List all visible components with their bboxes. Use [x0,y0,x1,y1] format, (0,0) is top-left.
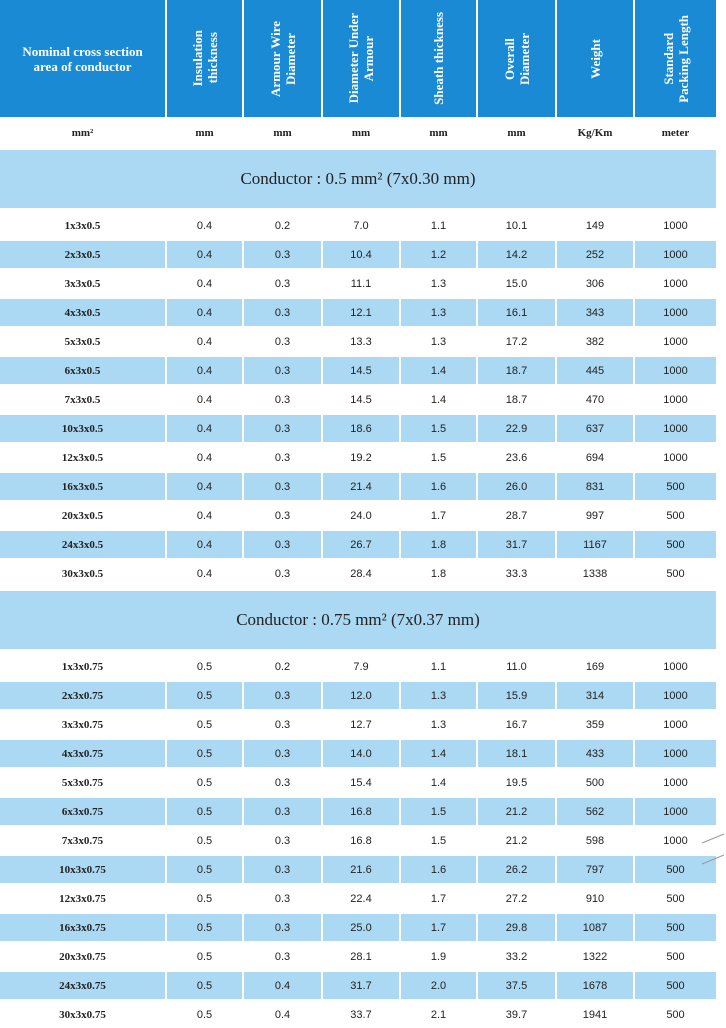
cell-packing-length: 1000 [663,219,688,232]
cell-overall-diameter: 29.8 [478,914,555,941]
cell-weight: 382 [585,335,605,348]
cell-packing-length: 500 [635,856,716,883]
header-packing-length [635,0,716,117]
row-label: 30x3x0.5 [61,567,104,580]
cell-overall-diameter: 11.0 [506,660,527,673]
cell-packing-length: 500 [666,950,685,963]
row-label: 1x3x0.75 [61,660,104,673]
cell-armour-wire-diameter: 0.3 [244,914,321,941]
cell-armour-wire-diameter: 0.3 [244,798,321,825]
unit-overall-diameter: mm [507,126,526,139]
cell-packing-length: 1000 [663,393,688,406]
cell-overall-diameter: 22.9 [478,415,555,442]
cell-weight: 470 [585,393,605,406]
cell-diameter-under-armour: 16.8 [350,834,372,847]
cell-insulation-thickness: 0.5 [196,950,213,963]
header-label: Insulation thickness [189,30,220,87]
cell-packing-length: 1000 [663,834,688,847]
cell-insulation-thickness: 0.4 [167,531,242,558]
cell-diameter-under-armour: 10.4 [323,241,399,268]
cell-overall-diameter: 15.0 [505,277,528,290]
row-label: 20x3x0.75 [59,950,106,963]
cell-sheath-thickness: 1.3 [430,718,447,731]
cell-overall-diameter: 15.9 [478,682,555,709]
cell-sheath-thickness: 2.0 [401,972,476,999]
cell-weight: 343 [557,299,633,326]
row-label: 10x3x0.5 [0,415,165,442]
cell-insulation-thickness: 0.4 [196,277,213,290]
cell-overall-diameter: 18.7 [478,357,555,384]
cell-armour-wire-diameter: 0.3 [244,856,321,883]
row-label: 7x3x0.5 [64,393,101,406]
cell-armour-wire-diameter: 0.3 [274,509,291,522]
cell-diameter-under-armour: 24.0 [350,509,372,522]
row-label: 12x3x0.5 [61,451,104,464]
cell-sheath-thickness: 1.5 [430,451,447,464]
cell-sheath-thickness: 1.6 [401,473,476,500]
unit-insulation-thickness: mm [195,126,214,139]
row-label: 24x3x0.5 [0,531,165,558]
cell-overall-diameter: 27.2 [505,892,528,905]
row-label: 5x3x0.75 [61,776,104,789]
cell-weight: 598 [585,834,605,847]
cell-overall-diameter: 21.2 [505,834,528,847]
cell-insulation-thickness: 0.4 [196,219,213,232]
row-label: 12x3x0.75 [59,892,106,905]
cell-armour-wire-diameter: 0.4 [274,1008,291,1021]
cell-armour-wire-diameter: 0.3 [274,335,291,348]
cell-overall-diameter: 18.1 [478,740,555,767]
cell-insulation-thickness: 0.5 [196,718,213,731]
cell-insulation-thickness: 0.4 [167,241,242,268]
cell-packing-length: 1000 [635,798,716,825]
cell-insulation-thickness: 0.4 [167,473,242,500]
row-label: 16x3x0.5 [0,473,165,500]
cell-diameter-under-armour: 28.1 [350,950,372,963]
row-label: 5x3x0.5 [64,335,101,348]
cell-diameter-under-armour: 12.1 [323,299,399,326]
cell-weight: 797 [557,856,633,883]
cell-sheath-thickness: 1.5 [401,415,476,442]
cell-insulation-thickness: 0.5 [167,972,242,999]
cell-overall-diameter: 33.2 [505,950,528,963]
cell-packing-length: 1000 [663,776,688,789]
cell-overall-diameter: 23.6 [505,451,528,464]
cell-insulation-thickness: 0.4 [167,299,242,326]
cell-packing-length: 500 [635,531,716,558]
cell-sheath-thickness: 1.4 [401,357,476,384]
cell-insulation-thickness: 0.5 [196,660,213,673]
cell-sheath-thickness: 1.5 [401,798,476,825]
cell-weight: 306 [585,277,605,290]
cell-packing-length: 1000 [663,451,688,464]
cell-sheath-thickness: 1.9 [430,950,447,963]
cell-sheath-thickness: 1.6 [401,856,476,883]
cell-armour-wire-diameter: 0.3 [244,299,321,326]
header-label: Nominal cross section area of conductor [22,43,143,74]
cell-overall-diameter: 17.2 [505,335,528,348]
cell-diameter-under-armour: 18.6 [323,415,399,442]
row-label: 10x3x0.75 [0,856,165,883]
edge-mark [702,834,724,843]
header-sheath-thickness [401,0,476,117]
cell-diameter-under-armour: 7.9 [353,660,369,673]
cell-sheath-thickness: 1.3 [401,682,476,709]
cell-insulation-thickness: 0.4 [167,415,242,442]
cell-diameter-under-armour: 33.7 [350,1008,372,1021]
cell-weight: 314 [557,682,633,709]
cell-packing-length: 1000 [663,277,688,290]
cell-sheath-thickness: 1.8 [401,531,476,558]
cell-diameter-under-armour: 15.4 [350,776,372,789]
cell-armour-wire-diameter: 0.3 [274,277,291,290]
cell-diameter-under-armour: 13.3 [350,335,372,348]
cell-sheath-thickness: 1.2 [401,241,476,268]
section-title: Conductor : 0.5 mm² (7x0.30 mm) [0,150,716,208]
cell-packing-length: 500 [635,914,716,941]
cell-weight: 252 [557,241,633,268]
cell-diameter-under-armour: 19.2 [350,451,372,464]
cell-insulation-thickness: 0.5 [196,834,213,847]
cell-overall-diameter: 26.2 [478,856,555,883]
cell-overall-diameter: 16.1 [478,299,555,326]
cell-diameter-under-armour: 12.7 [350,718,372,731]
cell-insulation-thickness: 0.5 [167,856,242,883]
cell-overall-diameter: 31.7 [478,531,555,558]
cell-overall-diameter: 21.2 [478,798,555,825]
row-label: 3x3x0.5 [64,277,101,290]
cell-diameter-under-armour: 26.7 [323,531,399,558]
row-label: 2x3x0.5 [0,241,165,268]
cell-weight: 445 [557,357,633,384]
row-label: 2x3x0.75 [0,682,165,709]
cell-insulation-thickness: 0.4 [196,451,213,464]
cell-insulation-thickness: 0.5 [196,776,213,789]
cell-sheath-thickness: 1.1 [430,660,447,673]
cell-packing-length: 500 [635,473,716,500]
cell-packing-length: 500 [666,1008,685,1021]
header-overall-diameter [478,0,555,117]
cell-packing-length: 1000 [663,335,688,348]
cell-armour-wire-diameter: 0.3 [244,415,321,442]
row-label: 6x3x0.75 [0,798,165,825]
header-insulation-thickness [167,0,242,117]
row-label: 30x3x0.75 [59,1008,106,1021]
header-label: Overall Diameter [501,32,532,85]
cell-diameter-under-armour: 14.5 [323,357,399,384]
cell-overall-diameter: 14.2 [478,241,555,268]
cell-diameter-under-armour: 21.4 [323,473,399,500]
cell-weight: 1338 [582,567,608,580]
row-label: 4x3x0.75 [0,740,165,767]
cell-overall-diameter: 19.5 [505,776,528,789]
cell-overall-diameter: 26.0 [478,473,555,500]
header-cross-section [0,0,165,117]
cell-armour-wire-diameter: 0.3 [244,682,321,709]
cell-overall-diameter: 33.3 [505,567,528,580]
header-label: Standard Packing Length [660,14,691,103]
cell-overall-diameter: 28.7 [505,509,528,522]
cell-overall-diameter: 37.5 [478,972,555,999]
cell-packing-length: 1000 [635,740,716,767]
cell-overall-diameter: 16.7 [505,718,528,731]
header-label: Sheath thickness [431,12,446,105]
cell-insulation-thickness: 0.5 [167,914,242,941]
cell-weight: 997 [585,509,605,522]
cell-armour-wire-diameter: 0.3 [274,950,291,963]
cell-weight: 637 [557,415,633,442]
cell-packing-length: 1000 [663,718,688,731]
edge-mark [702,855,724,864]
cell-sheath-thickness: 1.3 [430,335,447,348]
cell-weight: 694 [585,451,605,464]
cell-insulation-thickness: 0.5 [196,1008,213,1021]
cell-sheath-thickness: 1.3 [401,299,476,326]
cell-packing-length: 500 [666,509,685,522]
cell-sheath-thickness: 1.8 [430,567,447,580]
header-label: Armour Wire Diameter [267,20,298,97]
cell-diameter-under-armour: 25.0 [323,914,399,941]
row-label: 24x3x0.75 [0,972,165,999]
cell-packing-length: 500 [635,972,716,999]
cell-armour-wire-diameter: 0.3 [274,718,291,731]
header-armour-wire-diameter [244,0,321,117]
cell-overall-diameter: 39.7 [505,1008,528,1021]
cell-packing-length: 1000 [635,299,716,326]
cell-armour-wire-diameter: 0.3 [274,892,291,905]
row-label: 16x3x0.75 [0,914,165,941]
cell-sheath-thickness: 2.1 [430,1008,447,1021]
cell-weight: 1678 [557,972,633,999]
cell-overall-diameter: 18.7 [505,393,528,406]
cell-sheath-thickness: 1.3 [430,277,447,290]
cell-insulation-thickness: 0.4 [196,393,213,406]
cell-armour-wire-diameter: 0.3 [244,357,321,384]
cell-insulation-thickness: 0.5 [167,682,242,709]
unit-armour-wire-diameter: mm [273,126,292,139]
cell-armour-wire-diameter: 0.3 [244,531,321,558]
cell-packing-length: 1000 [635,682,716,709]
cell-packing-length: 500 [666,892,685,905]
cell-sheath-thickness: 1.7 [430,509,447,522]
cell-armour-wire-diameter: 0.4 [244,972,321,999]
header-label: Diameter Under Armour [346,13,376,104]
unit-sheath-thickness: mm [429,126,448,139]
header-diameter-under-armour [323,0,399,117]
cell-weight: 910 [585,892,605,905]
cell-weight: 433 [557,740,633,767]
cell-weight: 149 [585,219,605,232]
cell-diameter-under-armour: 16.8 [323,798,399,825]
cell-packing-length: 500 [666,567,685,580]
cell-weight: 1322 [582,950,608,963]
cell-diameter-under-armour: 31.7 [323,972,399,999]
cell-armour-wire-diameter: 0.2 [274,219,291,232]
cell-armour-wire-diameter: 0.3 [274,451,291,464]
cell-insulation-thickness: 0.4 [167,357,242,384]
cell-weight: 169 [585,660,605,673]
cell-sheath-thickness: 1.4 [401,740,476,767]
cell-packing-length: 1000 [635,415,716,442]
cell-weight: 1167 [557,531,633,558]
row-label: 20x3x0.5 [61,509,104,522]
cell-diameter-under-armour: 11.1 [350,277,372,290]
section-title: Conductor : 0.75 mm² (7x0.37 mm) [0,591,716,649]
cell-armour-wire-diameter: 0.2 [274,660,291,673]
cell-sheath-thickness: 1.1 [430,219,447,232]
cell-diameter-under-armour: 12.0 [323,682,399,709]
row-label: 7x3x0.75 [61,834,104,847]
cell-insulation-thickness: 0.4 [196,567,213,580]
cell-weight: 1941 [582,1008,608,1021]
cell-sheath-thickness: 1.5 [430,834,447,847]
unit-weight: Kg/Km [577,126,613,139]
cell-packing-length: 1000 [635,241,716,268]
cell-armour-wire-diameter: 0.3 [244,740,321,767]
cell-diameter-under-armour: 22.4 [350,892,372,905]
cell-armour-wire-diameter: 0.3 [244,473,321,500]
cell-armour-wire-diameter: 0.3 [274,567,291,580]
unit-packing-length: meter [661,126,690,139]
cell-insulation-thickness: 0.5 [167,798,242,825]
cell-armour-wire-diameter: 0.3 [274,776,291,789]
cell-insulation-thickness: 0.4 [196,335,213,348]
header-weight [557,0,633,117]
cell-armour-wire-diameter: 0.3 [244,241,321,268]
cell-sheath-thickness: 1.7 [401,914,476,941]
cell-insulation-thickness: 0.4 [196,509,213,522]
cell-armour-wire-diameter: 0.3 [274,834,291,847]
header-label: Weight [587,38,603,79]
cell-sheath-thickness: 1.4 [430,393,447,406]
unit-diameter-under-armour: mm [351,126,371,139]
cell-diameter-under-armour: 7.0 [353,219,369,232]
cell-weight: 359 [585,718,605,731]
cell-overall-diameter: 10.1 [505,219,528,232]
cell-diameter-under-armour: 14.0 [323,740,399,767]
cell-packing-length: 1000 [663,660,688,673]
edge-marks [700,830,726,870]
row-label: 3x3x0.75 [61,718,104,731]
cell-insulation-thickness: 0.5 [196,892,213,905]
cell-sheath-thickness: 1.4 [430,776,447,789]
cell-armour-wire-diameter: 0.3 [274,393,291,406]
cell-insulation-thickness: 0.5 [167,740,242,767]
cell-weight: 1087 [557,914,633,941]
cell-diameter-under-armour: 14.5 [350,393,372,406]
cell-diameter-under-armour: 28.4 [350,567,372,580]
cell-packing-length: 1000 [635,357,716,384]
row-label: 1x3x0.5 [64,219,101,232]
cell-diameter-under-armour: 21.6 [323,856,399,883]
cell-weight: 562 [557,798,633,825]
cell-sheath-thickness: 1.7 [430,892,447,905]
row-label: 6x3x0.5 [0,357,165,384]
cell-weight: 500 [585,776,605,789]
row-label: 4x3x0.5 [0,299,165,326]
cell-weight: 831 [557,473,633,500]
unit-cross-section: mm² [71,126,94,139]
